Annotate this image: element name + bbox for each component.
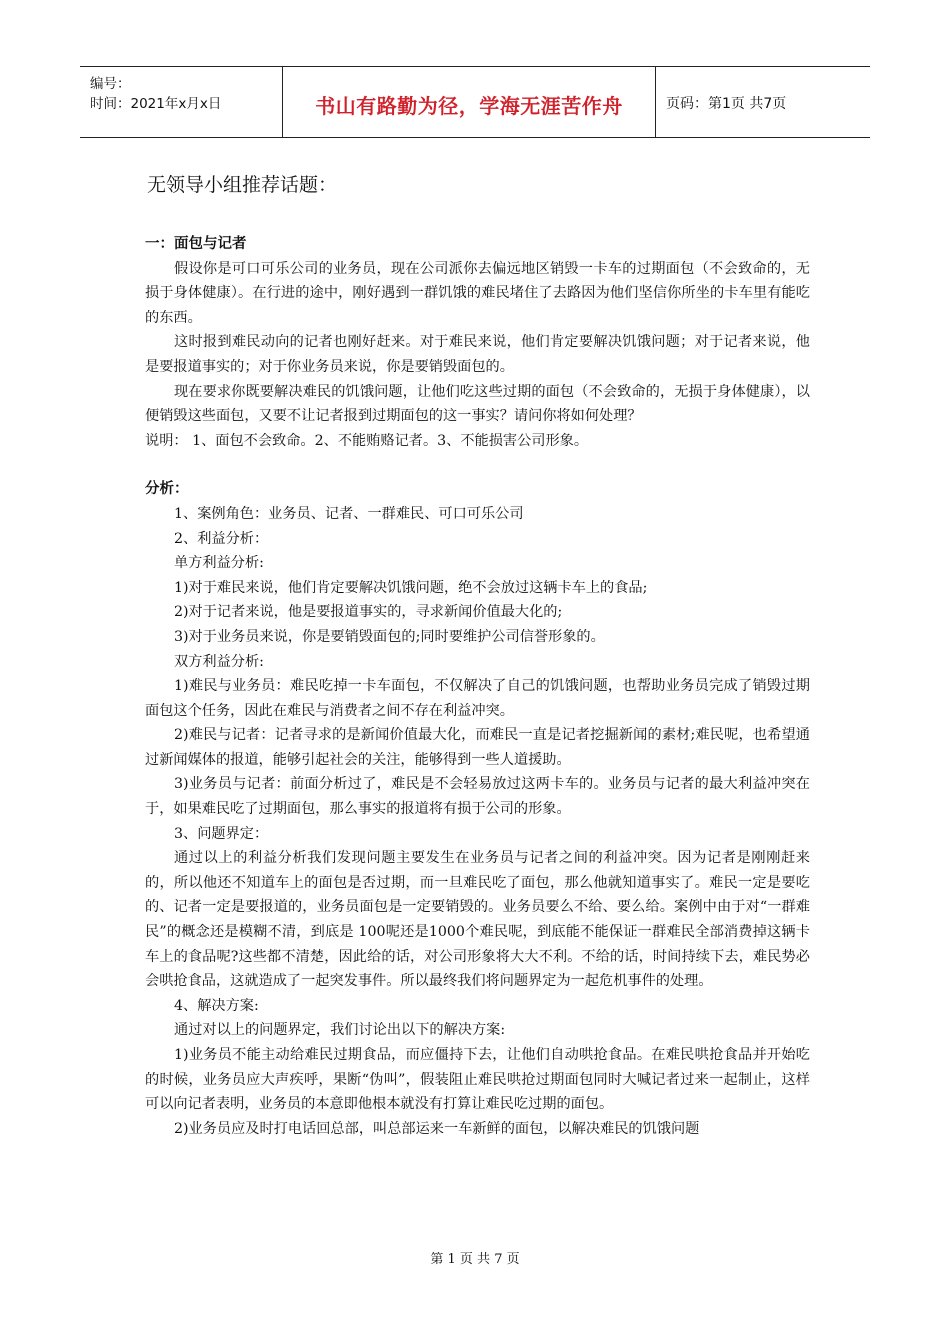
header-page-label: 页码：第1页 共7页 [666,96,787,112]
list-item: 2)业务员应及时打电话回总部，叫总部运来一车新鲜的面包，以解决难民的饥饿问题 [174,1120,700,1137]
solution-intro: 通过对以上的问题界定，我们讨论出以下的解决方案: [174,1022,506,1039]
document-time-label: 时间：2021年x月x日 [90,96,222,112]
list-item: 2)对于记者来说，他是要报道事实的，寻求新闻价值最大化的; [174,604,563,621]
header-left-cell [80,67,283,137]
list-item: 2)难民与记者：记者寻求的是新闻价值最大化，而难民一直是记者挖掘新闻的素材;难民呢，也希望通过新闻媒体的报道，能够引起社会的关注，能够得到一些人道援助。 [145,727,810,768]
header-middle-cell [283,67,656,137]
roles-line: 1、案例角色：业务员、记者、一群难民、可口可乐公司 [174,505,524,522]
list-item: 3)对于业务员来说，你是要销毁面包的;同时要维护公司信誉形象的。 [174,628,605,645]
document-number-label: 编号： [90,76,131,92]
document-body [145,232,810,1141]
paragraph: 通过以上的利益分析我们发现问题主要发生在业务员与记者之间的利益冲突。因为记者是刚刚赶来的，所以他还不知道车上的面包是否过期，而一旦难民吃了面包，那么他就知道事实了。难民一定是要吃的、记者一定是要报道的，业务员面包是一定要销毁的。业务员要么不给、要么给。案例中由于对“一群难民”的概念还是模糊不清，到底是 100呢还是1000个难民呢，到底能不能保证一群难民全部消费掉这辆卡车上的食品呢?这些都不清楚，因此给的话，对公司形象将大大不利。不给的话，时间持续下去，难民势必会哄抢食品，这就造成了一起突发事件。所以最终我们将问题界定为一起危机事件的处理。 [145,850,810,990]
section-heading: 一：面包与记者 [145,236,247,252]
note: 说明： 1、面包不会致命。2、不能贿赂记者。3、不能损害公司形象。 [145,432,589,449]
spacer [145,453,810,477]
document-header [80,66,870,138]
problem-title: 3、问题界定： [174,825,269,842]
page-footer: 第 1 页 共 7 页 [430,1252,520,1267]
paragraph: 现在要求你既要解决难民的饥饿问题，让他们吃这些过期的面包（不会致命的，无损于身体健康），以便销毁这些面包，又要不让记者报到过期面包的这一事实？请问你将如何处理？ [145,383,810,425]
list-item: 1)难民与业务员：难民吃掉一卡车面包，不仅解决了自己的饥饿问题，也帮助业务员完成了销毁过期面包这个任务，因此在难民与消费者之间不存在利益冲突。 [145,678,810,719]
double-title: 双方利益分析: [174,653,264,670]
single-title: 单方利益分析: [174,555,264,572]
interest-title: 2、利益分析： [174,530,269,547]
list-item: 1)业务员不能主动给难民过期食品，而应僵持下去，让他们自动哄抢食品。在难民哄抢食品并开始吃的时候，业务员应大声疾呼，果断“伪叫”，假装阻止难民哄抢过期面包同时大喊记者过来一起制止，这样可以向记者表明，业务员的本意即他根本就没有打算让难民吃过期的面包。 [145,1047,810,1113]
solution-title: 4、解决方案: [174,997,259,1014]
list-item: 3)业务员与记者：前面分析过了，难民是不会轻易放过这两卡车的。业务员与记者的最大利益冲突在于，如果难民吃了过期面包，那么事实的报道将有损于公司的形象。 [145,776,810,818]
header-right-cell [656,67,870,137]
page-title: 无领导小组推荐话题： [147,174,338,196]
paragraph: 假设你是可口可乐公司的业务员，现在公司派你去偏远地区销毁一卡车的过期面包（不会致命的，无损于身体健康）。在行进的途中，刚好遇到一群饥饿的难民堵住了去路因为他们坚信你所坐的卡车里有能吃的东西。 [145,260,810,326]
list-item: 1)对于难民来说，他们肯定要解决饥饿问题，绝不会放过这辆卡车上的食品; [174,579,648,596]
analysis-heading: 分析： [145,481,189,498]
header-motto: 书山有路勤为径，学海无涯苦作舟 [315,94,623,118]
paragraph: 这时报到难民动向的记者也刚好赶来。对于难民来说，他们肯定要解决饥饿问题；对于记者来说，他是要报道事实的；对于你业务员来说，你是要销毁面包的。 [145,334,810,375]
